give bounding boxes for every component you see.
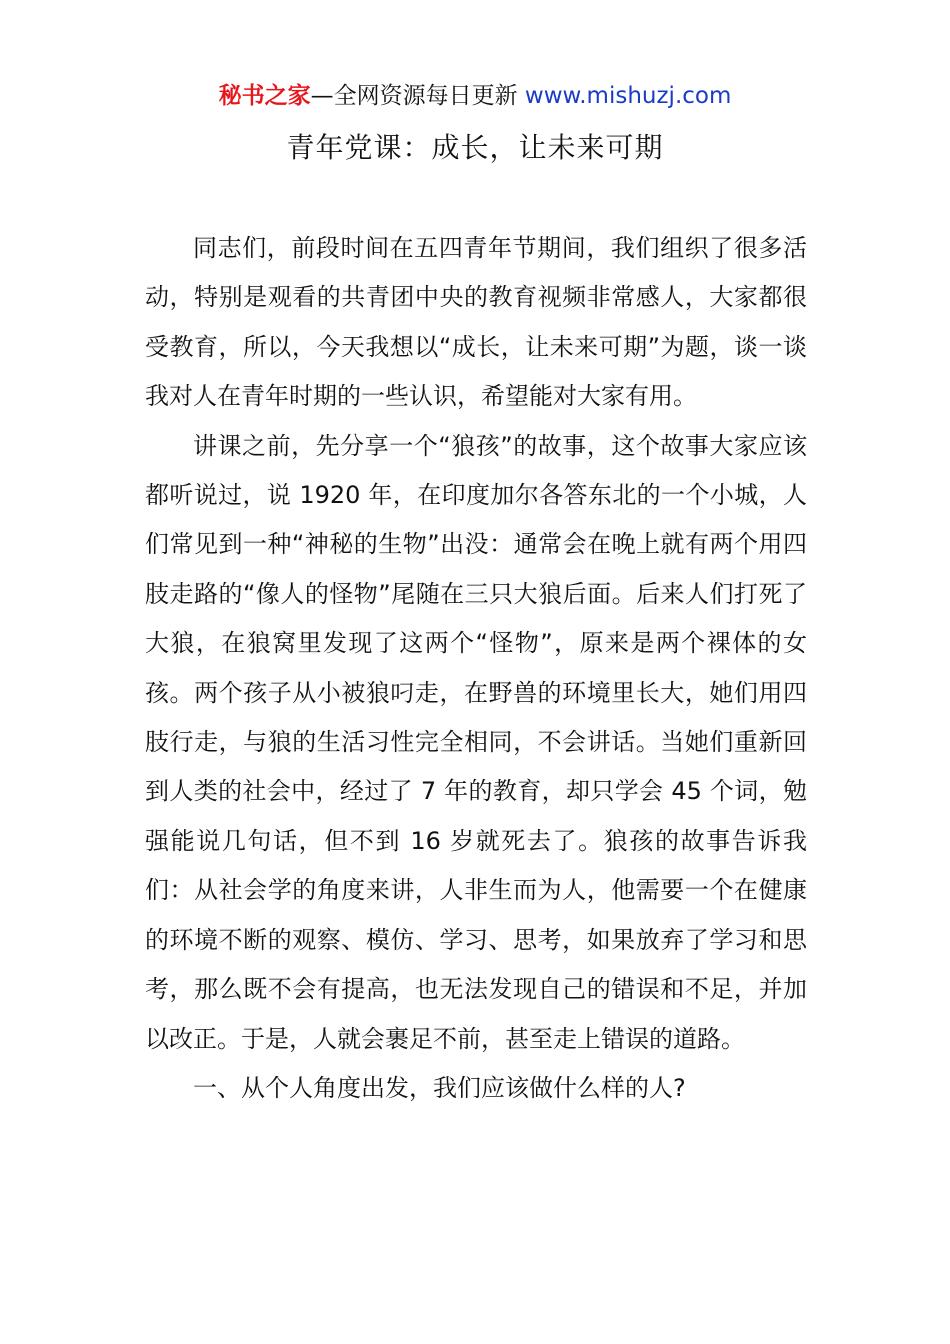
document-body (145, 224, 807, 1113)
section-heading: 一、从个人角度出发，我们应该做什么样的人? (193, 1073, 686, 1102)
site-url-link[interactable]: www.mishuzj.com (524, 83, 732, 109)
document-title: 青年党课：成长，让未来可期 (286, 131, 664, 164)
paragraph-wolf-child-story: 讲课之前，先分享一个“狼孩”的故事，这个故事大家应该都听说过，说 1920 年，在印度加尔各答东北的一个小城，人们常见到一种“神秘的生物”出没：通常会在晚上就有两个用四肢走路的“像人的怪物”尾随在三只大狼后面。后来人们打死了大狼，在狼窝里发现了这两个“怪物”，原来是两个裸体的女孩。两个孩子从小被狼叼走，在野兽的环境里长大，她们用四肢行走，与狼的生活习性完全相同，不会讲话。当她们重新回到人类的社会中，经过了 7 年的教育，却只学会 45 个词，勉强能说几句话，但不到 16 岁就死去了。狼孩的故事告诉我们：从社会学的角度来讲，人非生而为人，他需要一个在健康的环境不断的观察、模仿、学习、思考，如果放弃了学习和思考，那么既不会有提高，也无法发现自己的错误和不足，并加以改正。于是，人就会裹足不前，甚至走上错误的道路。 (145, 431, 807, 1053)
site-brand: 秘书之家 (218, 83, 311, 109)
paragraph-intro: 同志们，前段时间在五四青年节期间，我们组织了很多活动，特别是观看的共青团中央的教育视频非常感人，大家都很受教育，所以，今天我想以“成长，让未来可期”为题，谈一谈我对人在青年时期的一些认识，希望能对大家有用。 (145, 234, 807, 411)
site-header (0, 80, 950, 112)
site-tagline: —全网资源每日更新 (310, 83, 518, 109)
